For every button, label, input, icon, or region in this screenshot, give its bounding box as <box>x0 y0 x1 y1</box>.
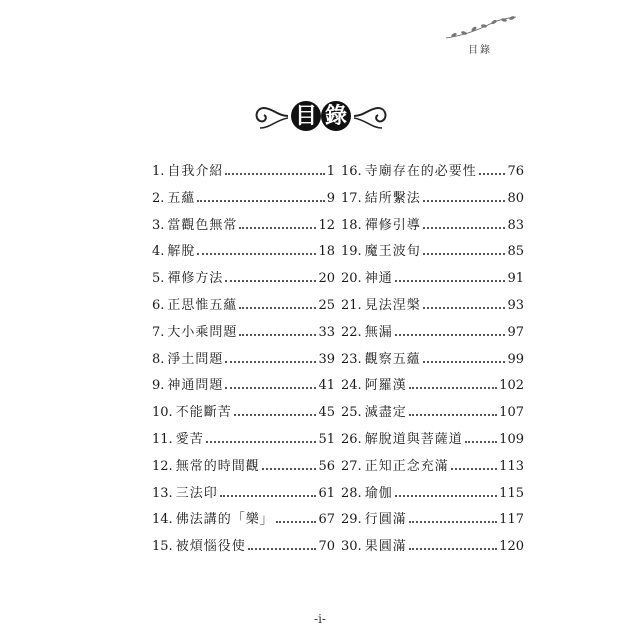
toc-entry-page: 70 <box>318 539 335 555</box>
toc-entry[interactable] <box>152 214 335 241</box>
toc-leader-dots <box>451 459 497 470</box>
toc-leader-dots <box>262 459 317 470</box>
toc-leader-dots <box>276 512 317 523</box>
toc-entry-number: 30. <box>341 539 362 555</box>
toc-entry[interactable] <box>152 455 335 482</box>
toc-entry-title: 魔王波旬 <box>364 244 421 260</box>
toc-entry-title: 無漏 <box>364 324 393 340</box>
toc-entry-title: 被煩惱役使 <box>175 539 246 555</box>
toc-entry-page: 9 <box>326 190 335 206</box>
toc-entry-title: 當觀色無常 <box>167 217 238 233</box>
toc-entry[interactable] <box>152 482 335 509</box>
toc-entry-number: 14. <box>152 512 173 528</box>
toc-leader-dots <box>248 539 317 550</box>
toc-entry-page: 33 <box>318 324 335 340</box>
toc-entry-title: 果圓滿 <box>364 539 407 555</box>
toc-entry[interactable] <box>341 374 524 401</box>
toc-entry-page: 102 <box>499 378 524 394</box>
toc-entry-page: 56 <box>318 458 335 474</box>
toc-leader-dots <box>423 352 506 363</box>
toc-entry-page: 83 <box>507 217 524 233</box>
toc-leader-dots <box>239 298 316 309</box>
toc-entry[interactable] <box>341 508 524 535</box>
toc-entry-number: 2. <box>152 190 165 206</box>
toc-leader-dots <box>239 325 316 336</box>
toc-entry[interactable] <box>341 321 524 348</box>
toc-entry-page: 115 <box>499 485 524 501</box>
toc-entry-number: 28. <box>341 485 362 501</box>
toc-leader-dots <box>220 486 317 497</box>
toc-entry[interactable] <box>341 160 524 187</box>
toc-entry-page: 45 <box>318 405 335 421</box>
toc-entry-page: 80 <box>507 190 524 206</box>
toc-leader-dots <box>225 271 316 282</box>
toc-entry-page: 76 <box>507 164 524 179</box>
toc-entry-title: 寺廟存在的必要性 <box>364 164 477 179</box>
toc-entry-number: 24. <box>341 378 362 394</box>
toc-entry-title: 大小乘問題 <box>167 324 238 340</box>
toc-entry-page: 113 <box>499 458 524 474</box>
toc-entry[interactable] <box>152 267 335 294</box>
toc-entry[interactable] <box>152 428 335 455</box>
toc-entry[interactable] <box>152 374 335 401</box>
toc-entry[interactable] <box>152 508 335 535</box>
toc-entry-page: 120 <box>499 539 524 555</box>
toc-column-left <box>152 160 335 562</box>
toc-entry-title: 自我介紹 <box>167 164 224 179</box>
title-char-1: 目 <box>294 103 317 129</box>
toc-entry[interactable] <box>341 535 524 562</box>
toc-leader-dots <box>197 191 324 202</box>
toc-entry-number: 12. <box>152 458 173 474</box>
toc-entry-page: 97 <box>507 324 524 340</box>
toc-entry-number: 18. <box>341 217 362 233</box>
toc-entry[interactable] <box>341 428 524 455</box>
toc-entry-page: 51 <box>318 431 335 447</box>
toc-entry-page: 18 <box>318 244 335 260</box>
toc-entry[interactable] <box>341 187 524 214</box>
toc-leader-dots <box>239 218 316 229</box>
toc-entry-title: 正思惟五蘊 <box>167 297 238 313</box>
toc-entry[interactable] <box>341 455 524 482</box>
toc-entry-title: 神通問題 <box>167 378 224 394</box>
toc-entry-title: 瑜伽 <box>364 485 393 501</box>
vine-ornament-icon <box>440 14 520 44</box>
toc-entry[interactable] <box>152 401 335 428</box>
toc-entry[interactable] <box>152 294 335 321</box>
toc-entry-title: 禪修方法 <box>167 271 224 287</box>
toc-leader-dots <box>409 378 497 389</box>
toc-entry-number: 21. <box>341 297 362 313</box>
toc-entry-title: 神通 <box>364 271 393 287</box>
toc-entry-number: 22. <box>341 324 362 340</box>
toc-leader-dots <box>395 486 497 497</box>
toc-entry-title: 結所繫法 <box>364 190 421 206</box>
toc-entry[interactable] <box>152 187 335 214</box>
toc-leader-dots <box>423 244 506 255</box>
toc-entry[interactable] <box>152 321 335 348</box>
toc-leader-dots <box>225 352 316 363</box>
header-title: 目錄 <box>468 45 492 56</box>
toc-entry-number: 9. <box>152 378 165 394</box>
toc-entry-title: 觀察五蘊 <box>364 351 421 367</box>
toc-entry-page: 99 <box>507 351 524 367</box>
toc-entry-number: 4. <box>152 244 165 260</box>
toc-entry-number: 29. <box>341 512 362 528</box>
toc-entry-page: 20 <box>318 271 335 287</box>
toc-entry-title: 阿羅漢 <box>364 378 407 394</box>
toc-entry[interactable] <box>152 535 335 562</box>
toc-entry[interactable] <box>341 348 524 375</box>
toc-leader-dots <box>395 325 506 336</box>
toc-entry[interactable] <box>341 240 524 267</box>
toc-leader-dots <box>395 271 506 282</box>
toc-entry[interactable] <box>152 240 335 267</box>
toc-entry-number: 15. <box>152 539 173 555</box>
title-char-2: 錄 <box>324 103 347 129</box>
toc-entry-page: 85 <box>507 244 524 260</box>
toc-entry-title: 滅盡定 <box>364 405 407 421</box>
toc-entry-number: 19. <box>341 244 362 260</box>
toc-entry-page: 117 <box>499 512 524 528</box>
toc-entry-page: 109 <box>499 431 524 447</box>
toc-entry-number: 16. <box>341 164 362 179</box>
toc-entry-title: 見法涅槃 <box>364 297 421 313</box>
toc-entry-title: 解脫道與菩薩道 <box>364 431 463 447</box>
toc-column-right <box>341 160 524 562</box>
toc-entry-page: 93 <box>507 297 524 313</box>
toc-entry-page: 1 <box>326 164 335 179</box>
toc-entry-page: 12 <box>318 217 335 233</box>
toc-entry-number: 17. <box>341 190 362 206</box>
toc-entry-page: 41 <box>318 378 335 394</box>
toc-entry-title: 五蘊 <box>167 190 196 206</box>
toc-entry-number: 10. <box>152 405 173 421</box>
toc-entry-number: 27. <box>341 458 362 474</box>
toc-entry[interactable] <box>341 482 524 509</box>
toc-entry-title: 解脫 <box>167 244 196 260</box>
toc-entry[interactable] <box>341 401 524 428</box>
toc-entry[interactable] <box>341 214 524 241</box>
toc-leader-dots <box>423 218 506 229</box>
toc-entry-number: 26. <box>341 431 362 447</box>
toc-leader-dots <box>225 378 316 389</box>
toc-entry-title: 行圓滿 <box>364 512 407 528</box>
page-number: -i- <box>314 612 326 626</box>
toc-entry-page: 91 <box>507 271 524 287</box>
toc-entry[interactable] <box>152 348 335 375</box>
toc-entry-number: 13. <box>152 485 173 501</box>
toc-entry-title: 正知正念充滿 <box>364 458 449 474</box>
toc-entry-number: 1. <box>152 164 165 179</box>
toc-leader-dots <box>423 298 506 309</box>
toc-leader-dots <box>479 164 506 175</box>
toc-leader-dots <box>234 405 317 416</box>
toc-entry-number: 6. <box>152 297 165 313</box>
toc-entry-page: 107 <box>499 405 524 421</box>
toc-leader-dots <box>197 244 316 255</box>
toc-entry-number: 5. <box>152 271 165 287</box>
toc-entry-title: 佛法講的「樂」 <box>175 512 274 528</box>
toc-leader-dots <box>225 164 324 175</box>
toc-entry-number: 23. <box>341 351 362 367</box>
toc-entry-number: 3. <box>152 217 165 233</box>
toc-entry-page: 39 <box>318 351 335 367</box>
toc-entry-page: 67 <box>318 512 335 528</box>
toc-entry-number: 11. <box>152 431 173 447</box>
toc-entry-number: 8. <box>152 351 165 367</box>
toc-leader-dots <box>206 432 317 443</box>
toc-entry-title: 禪修引導 <box>364 217 421 233</box>
toc-entry[interactable] <box>341 267 524 294</box>
page-title <box>246 92 396 140</box>
toc-entry[interactable] <box>341 294 524 321</box>
toc-entry-number: 25. <box>341 405 362 421</box>
toc-leader-dots <box>423 191 506 202</box>
toc-entry-title: 無常的時間觀 <box>175 458 260 474</box>
toc-leader-dots <box>465 432 497 443</box>
toc-entry-title: 愛苦 <box>175 431 204 447</box>
toc-entry-number: 7. <box>152 324 165 340</box>
running-header <box>440 14 520 58</box>
toc-leader-dots <box>409 512 497 523</box>
toc-entry-page: 61 <box>318 485 335 501</box>
toc-leader-dots <box>409 539 497 550</box>
toc-entry-page: 25 <box>318 297 335 313</box>
toc-entry[interactable] <box>152 160 335 187</box>
toc-entry-title: 不能斷苦 <box>175 405 232 421</box>
toc-entry-number: 20. <box>341 271 362 287</box>
toc-entry-title: 淨土問題 <box>167 351 224 367</box>
toc-entry-title: 三法印 <box>175 485 218 501</box>
toc-leader-dots <box>409 405 497 416</box>
